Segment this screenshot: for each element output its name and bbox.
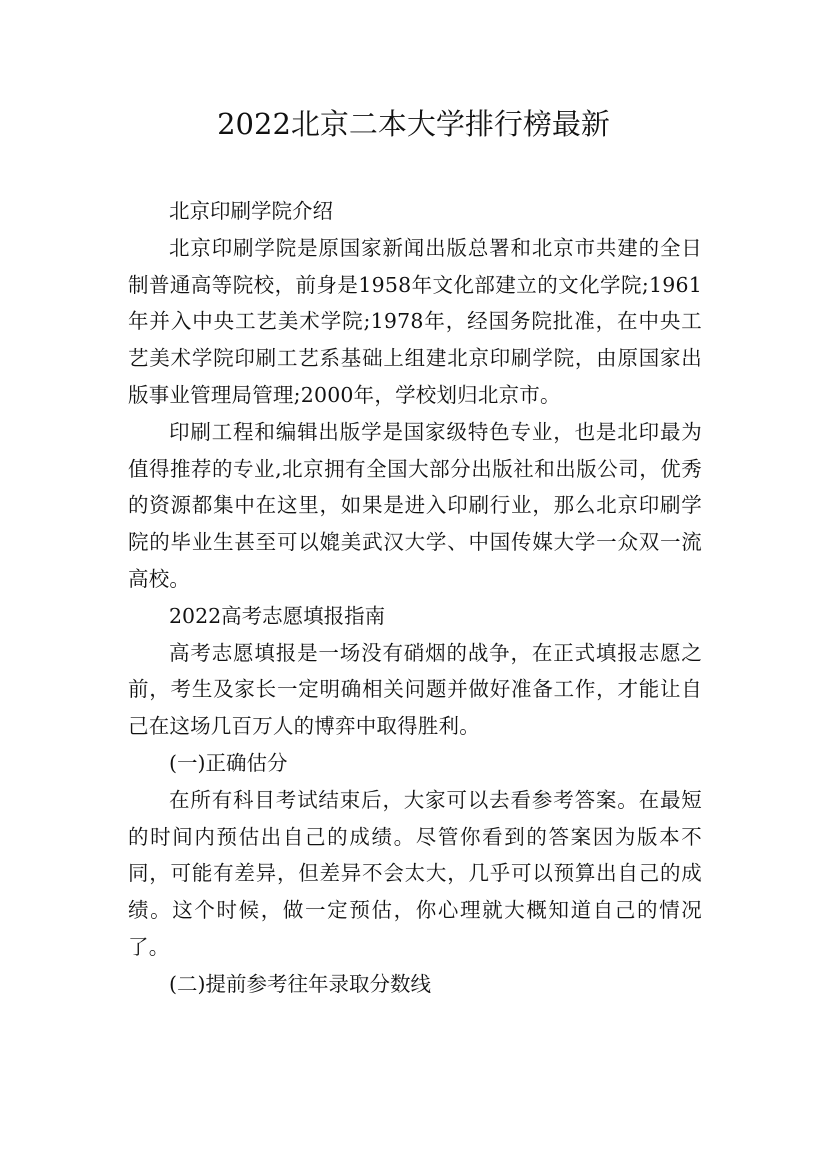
section-heading-bigc-intro: 北京印刷学院介绍 <box>169 199 333 223</box>
paragraph-bigc-majors: 印刷工程和编辑出版学是国家级特色专业，也是北印最为值得推荐的专业,北京拥有全国大部分出版社和出版公司，优秀的资源都集中在这里，如果是进入印刷行业，那么北京印刷学院的毕业生甚至可以媲美武汉大学、中国传媒大学一众双一流高校。 <box>128 419 702 591</box>
paragraph-estimate-score: 在所有科目考试结束后，大家可以去看参考答案。在最短的时间内预估出自己的成绩。尽管你看到的答案因为版本不同，可能有差异，但差异不会太大，几乎可以预算出自己的成绩。这个时候，做一定预估，你心理就大概知道自己的情况了。 <box>128 787 702 959</box>
paragraph-guide-intro: 高考志愿填报是一场没有硝烟的战争，在正式填报志愿之前，考生及家长一定明确相关问题并做好准备工作，才能让自己在这场几百万人的博弈中取得胜利。 <box>128 640 702 739</box>
document-body <box>128 193 702 1003</box>
paragraph-bigc-history: 北京印刷学院是原国家新闻出版总署和北京市共建的全日制普通高等院校，前身是1958年文化部建立的文化学院;1961年并入中央工艺美术学院;1978年，经国务院批准，在中央工艺美术学院印刷工艺系基础上组建北京印刷学院，由原国家出版事业管理局管理;2000年，学校划归北京市。 <box>128 235 702 407</box>
subheading-estimate-score: (一)正确估分 <box>169 750 288 775</box>
document-title: 2022北京二本大学排行榜最新 <box>217 107 610 141</box>
section-heading-application-guide: 2022高考志愿填报指南 <box>169 603 386 628</box>
subheading-past-cutoff-scores: (二)提前参考往年录取分数线 <box>169 971 431 996</box>
